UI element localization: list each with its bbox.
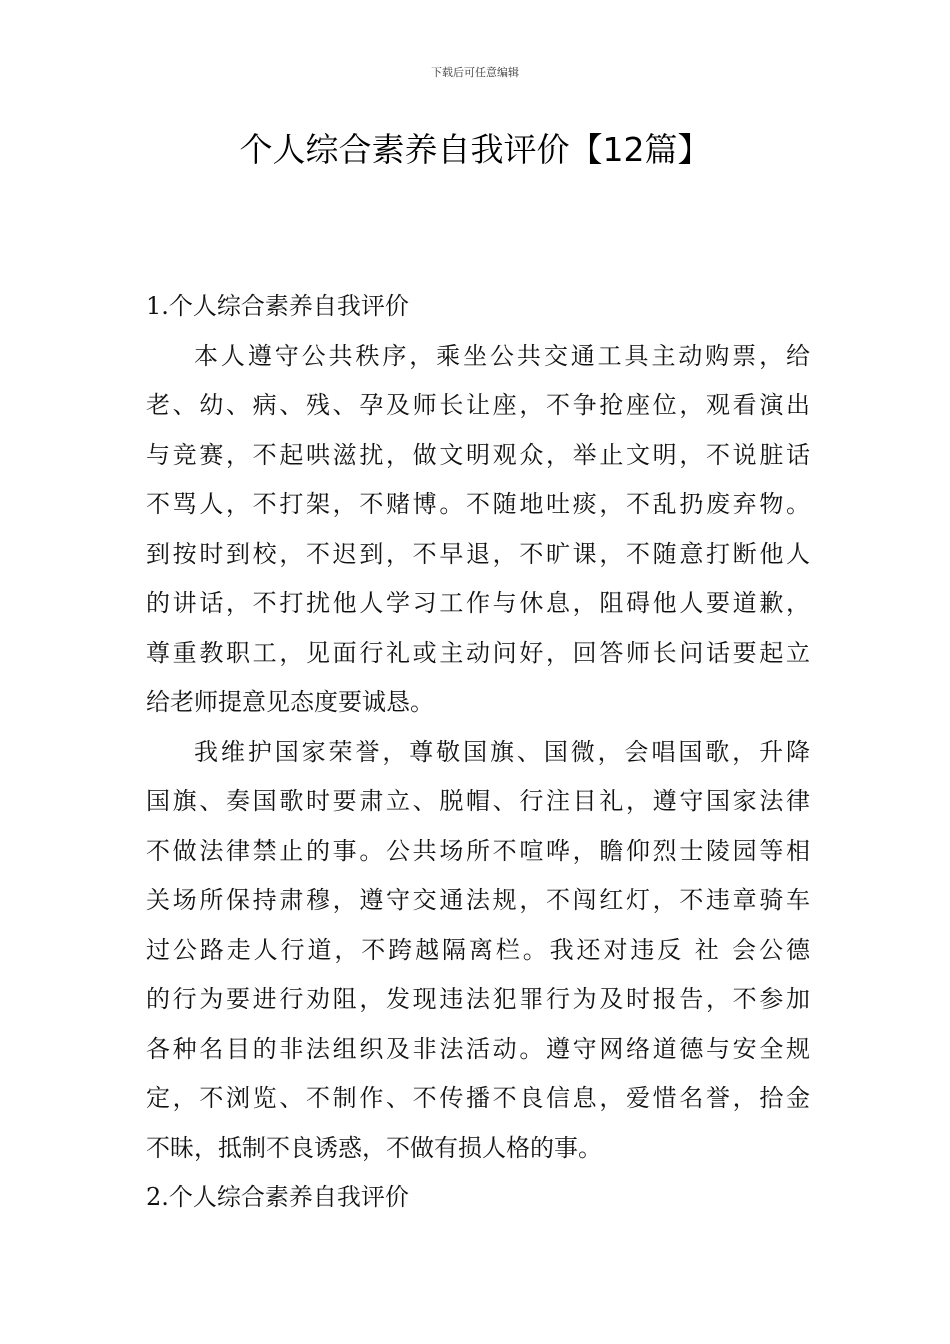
document-body	[146, 282, 810, 1223]
section-heading-2: 2.个人综合素养自我评价	[146, 1183, 409, 1211]
paragraph-line: 不骂人，不打架，不赌博。不随地吐痰，不乱扔废弃物。	[146, 490, 810, 518]
paragraph-line: 我维护国家荣誉，尊敬国旗、国微，会唱国歌，升降	[194, 737, 810, 766]
paragraph-line: 国旗、奏国歌时要肃立、脱帽、行注目礼，遵守国家法律	[146, 787, 810, 815]
paragraph-line: 老、幼、病、残、孕及师长让座，不争抢座位，观看演出	[146, 391, 810, 419]
paragraph-line: 尊重教职工，见面行礼或主动问好，回答师长问话要起立	[146, 638, 810, 667]
paragraph-line: 定，不浏览、不制作、不传播不良信息，爱惜名誉，拾金	[146, 1084, 810, 1112]
paragraph-line: 的讲话，不打扰他人学习工作与休息，阻碍他人要道歉，	[146, 589, 810, 617]
paragraph-line: 与竞赛，不起哄滋扰，做文明观众，举止文明，不说脏话	[146, 440, 810, 469]
paragraph-line: 过公路走人行道，不跨越隔离栏。我还对违反 社 会公德	[146, 935, 810, 964]
header-note: 下载后可任意编辑	[431, 66, 519, 79]
paragraph-line: 到按时到校，不迟到，不早退，不旷课，不随意打断他人	[146, 539, 810, 568]
paragraph-line: 各种名目的非法组织及非法活动。遵守网络道德与安全规	[146, 1034, 810, 1063]
paragraph-line: 本人遵守公共秩序，乘坐公共交通工具主动购票，给	[194, 341, 810, 370]
paragraph-line: 给老师提意见态度要诚恳。	[146, 688, 434, 716]
document-title: 个人综合素养自我评价【12篇】	[239, 130, 711, 169]
paragraph-line: 关场所保持肃穆，遵守交通法规，不闯红灯，不违章骑车	[146, 886, 810, 914]
paragraph-line: 不昧，抵制不良诱惑，不做有损人格的事。	[146, 1133, 602, 1162]
paragraph-line: 不做法律禁止的事。公共场所不喧哗，瞻仰烈士陵园等相	[146, 836, 810, 865]
paragraph-1	[146, 332, 810, 728]
paragraph-2	[146, 728, 810, 1174]
section-heading-1: 1.个人综合素养自我评价	[146, 292, 409, 320]
paragraph-line: 的行为要进行劝阻，发现违法犯罪行为及时报告，不参加	[146, 985, 810, 1013]
